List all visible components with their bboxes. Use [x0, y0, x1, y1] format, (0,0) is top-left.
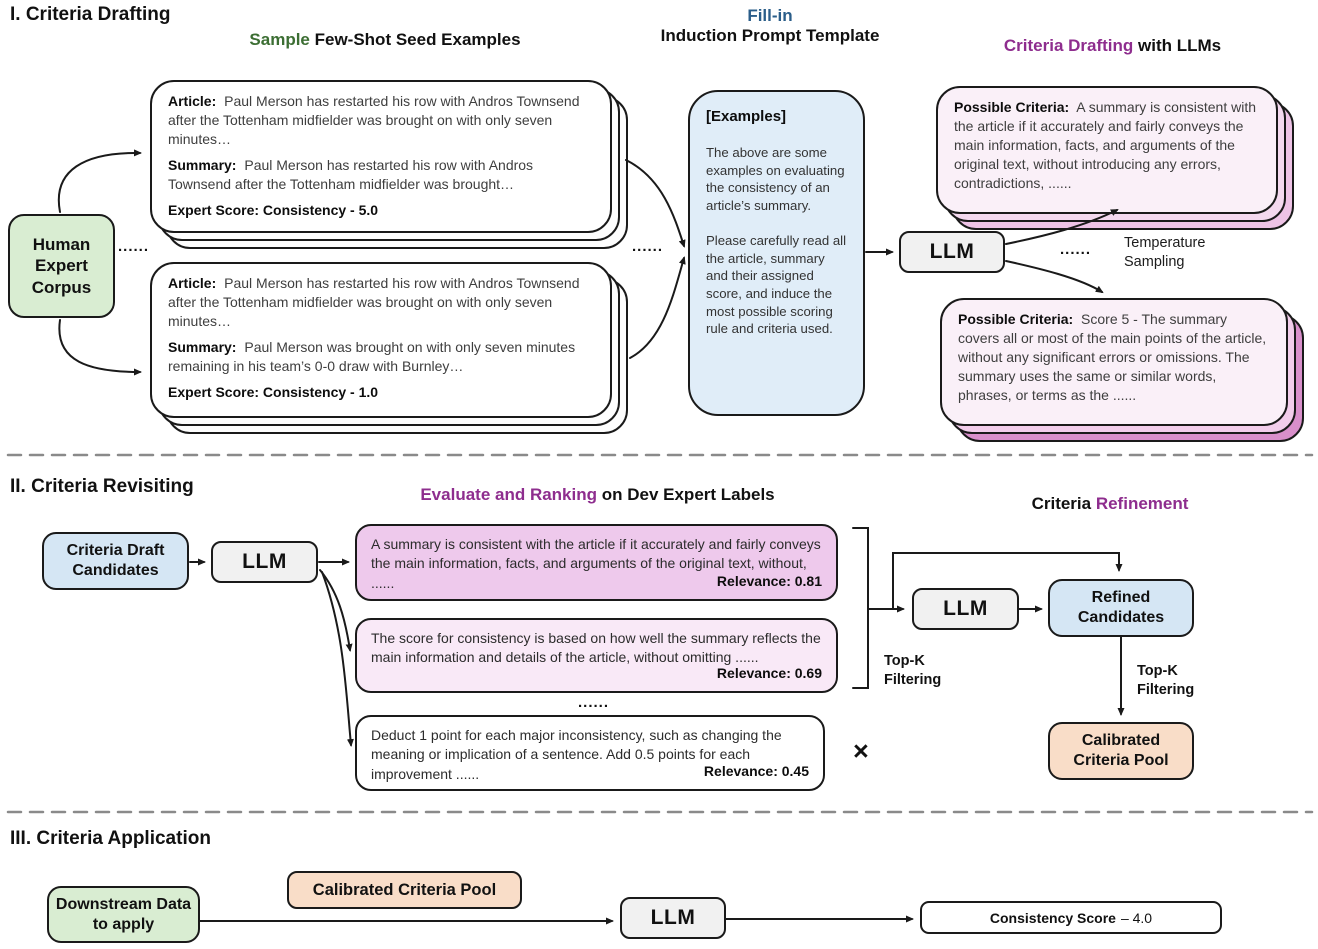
article-label: Article: — [168, 275, 217, 291]
temperature-sampling-label: Temperature Sampling — [1124, 235, 1206, 270]
consistency-score-label: Consistency Score — [989, 909, 1116, 926]
candidate-3-relevance: Relevance: 0.45 — [703, 762, 809, 779]
seed-example-card-1 — [150, 80, 612, 233]
article-text: Paul Merson has restarted his row with Andros Townsend after the Tottenham midfielder was brought on with only seven minutes… — [168, 93, 580, 148]
evaluate-ranking-header-colored: Evaluate and Ranking — [420, 485, 598, 504]
template-paragraph-1: The above are some examples on evaluating the consistency of an article’s summary. — [706, 145, 845, 214]
human-expert-corpus-box: Human Expert Corpus — [8, 214, 115, 318]
seed-card-1-article — [168, 92, 594, 149]
arrow-corpus-to-card1 — [59, 153, 140, 212]
seed-card-1-summary — [168, 156, 594, 194]
summary-label: Summary: — [168, 339, 237, 356]
criteria-refinement-header — [1000, 494, 1220, 514]
section-2-title: II. Criteria Revisiting — [10, 476, 194, 497]
seed-card-1-content — [150, 80, 612, 233]
calibrated-criteria-pool-box: Calibrated Criteria Pool — [1048, 722, 1194, 780]
article-label: Article: — [168, 93, 217, 109]
candidate-2-relevance: Relevance: 0.69 — [716, 664, 822, 681]
seed-card-1-score — [168, 201, 594, 220]
arrow-llm-to-candidate3 — [322, 572, 351, 745]
summary-text: Paul Merson has restarted his row with Andros Townsend after the Tottenham midfielder was brought… — [168, 157, 534, 193]
calibrated-criteria-pool-pill: Calibrated Criteria Pool — [287, 871, 522, 909]
possible-criteria-label: Possible Criteria: — [958, 311, 1074, 327]
seed-examples-header-colored: Sample — [249, 30, 310, 49]
possible-criteria-text: A summary is consistent with the article if it accurately and fairly conveys the main information, facts, and arguments of the original text, without introducing any errors, contradictions, ...... — [954, 99, 1257, 192]
seed-examples-header-rest: Few-Shot Seed Examples — [309, 30, 521, 49]
induction-template-header-line1: Fill-in — [747, 6, 793, 25]
candidate-2-text: The score for consistency is based on how well the summary reflects the main information and details of the article, without omitting ...... — [371, 630, 821, 666]
arrow-llm-to-criteria2 — [1006, 261, 1102, 292]
bracket-topk-group — [853, 528, 868, 688]
criteria-card-2-content — [940, 298, 1288, 426]
ellipsis-right: ...... — [632, 238, 664, 255]
topk-filtering-label-right: Top-K Filtering — [1137, 663, 1195, 698]
llm-box-refinement: LLM — [912, 588, 1019, 630]
seed-example-card-2 — [150, 262, 612, 418]
section-1-title: I. Criteria Drafting — [10, 4, 171, 25]
consistency-score-box — [920, 901, 1222, 934]
llm-box-ranking: LLM — [211, 541, 318, 583]
template-paragraph-2: Please carefully read all the article, summary and their assigned score, and induce the most possible scoring rule and criteria used. — [706, 232, 847, 337]
expert-score-label: Expert Score: Consistency - 1.0 — [168, 384, 379, 401]
refined-candidates-box: Refined Candidates — [1048, 579, 1194, 637]
criteria-drafting-header-colored: Criteria Drafting — [1003, 36, 1134, 55]
criteria-card-2-text — [958, 310, 1270, 405]
ellipsis-candidates: ...... — [578, 694, 610, 711]
seed-card-2-article — [168, 274, 594, 331]
arrow-llm-to-candidate2 — [320, 570, 350, 650]
candidate-1-relevance: Relevance: 0.81 — [716, 572, 822, 589]
evaluate-ranking-header — [355, 485, 840, 505]
seed-card-2-content — [150, 262, 612, 418]
arrow-corpus-to-card2 — [59, 320, 140, 372]
evaluate-ranking-header-rest: on Dev Expert Labels — [597, 485, 775, 504]
induction-prompt-template-box — [688, 90, 865, 416]
candidate-box-3 — [355, 715, 825, 791]
reject-x-icon: × — [853, 736, 869, 766]
possible-criteria-card-2 — [940, 298, 1288, 426]
candidate-box-2 — [355, 618, 838, 693]
criteria-refinement-header-pre: Criteria — [1031, 494, 1096, 513]
criteria-card-1-content — [936, 86, 1278, 214]
induction-template-header — [645, 6, 895, 46]
candidate-box-1 — [355, 524, 838, 601]
seed-card-2-summary — [168, 338, 594, 376]
criteria-drafting-header — [940, 36, 1285, 56]
section-3-title: III. Criteria Application — [10, 828, 211, 849]
template-examples-header — [706, 107, 847, 127]
examples-token: [Examples] — [706, 108, 787, 125]
downstream-data-box: Downstream Data to apply — [47, 886, 200, 943]
criteria-drafting-header-rest: with LLMs — [1133, 36, 1222, 55]
summary-label: Summary: — [168, 157, 237, 174]
ellipsis-sampling: ...... — [1060, 241, 1092, 258]
consistency-score-value: – 4.0 — [1120, 909, 1153, 926]
possible-criteria-card-1 — [936, 86, 1278, 214]
expert-score-label: Expert Score: Consistency - 5.0 — [168, 202, 379, 219]
criteria-card-1-text — [954, 98, 1260, 193]
criteria-draft-candidates-box: Criteria Draft Candidates — [42, 532, 189, 590]
arrow-card2-to-template — [630, 258, 684, 358]
possible-criteria-label: Possible Criteria: — [954, 99, 1070, 115]
criteria-refinement-header-colored: Refinement — [1095, 494, 1189, 513]
topk-filtering-label-left: Top-K Filtering — [884, 653, 942, 688]
induction-template-header-line2: Induction Prompt Template — [660, 26, 880, 45]
possible-criteria-text: Score 5 - The summary covers all or most of the main points of the article, without any significant errors or omissions. The summary uses the same or similar words, phrases, or terms as the ...... — [958, 311, 1267, 404]
seed-card-2-score — [168, 383, 594, 402]
llm-box-drafting: LLM — [899, 231, 1005, 273]
summary-text: Paul Merson was brought on with only seven minutes remaining in his team’s 0-0 draw with Burnley… — [168, 339, 576, 375]
seed-examples-header — [150, 30, 620, 50]
llm-box-application: LLM — [620, 897, 726, 939]
candidate-1-text: A summary is consistent with the article if it accurately and fairly conveys the main information, facts, and arguments of the original text, without, ...... — [371, 536, 821, 591]
candidate-3-text: Deduct 1 point for each major inconsistency, such as changing the meaning or implication of a sentence. Add 0.5 points for each improvement ...... — [371, 727, 782, 782]
article-text: Paul Merson has restarted his row with Andros Townsend after the Tottenham midfielder was brought on with only seven minutes… — [168, 275, 580, 330]
arrow-card1-to-template — [626, 160, 684, 246]
ellipsis-left: ...... — [118, 238, 150, 255]
